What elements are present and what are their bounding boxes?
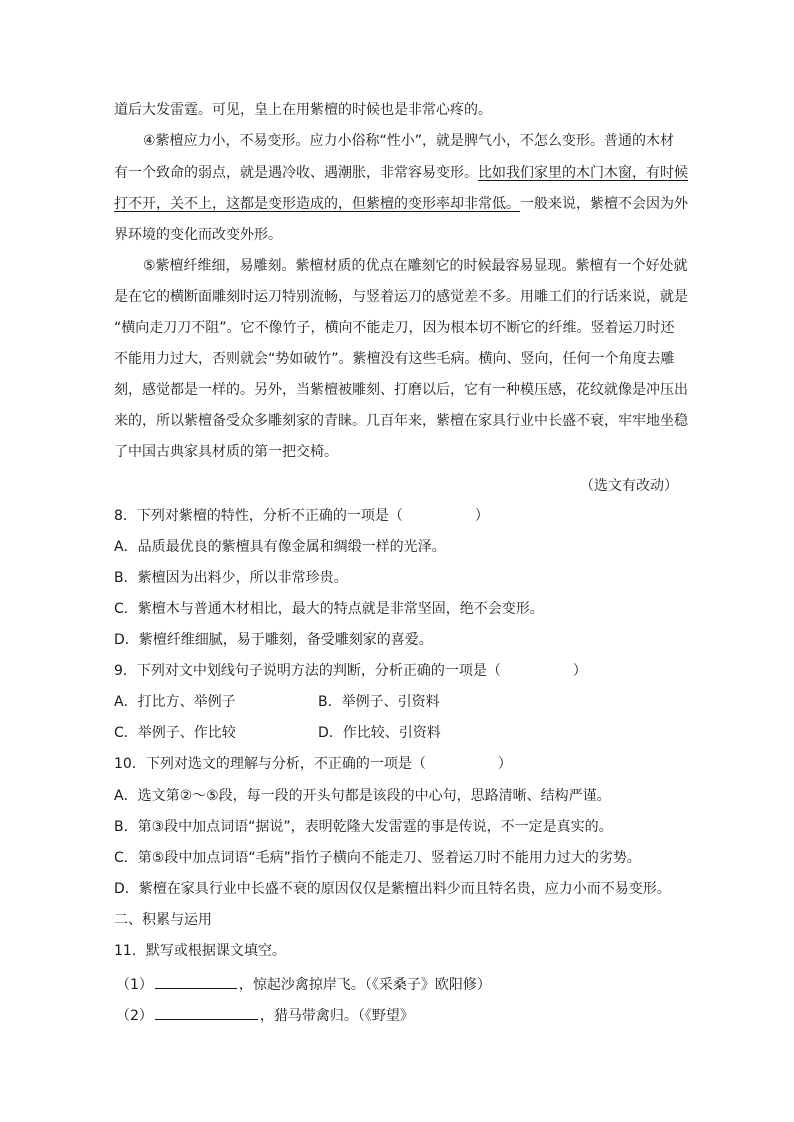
- question-9-close: ）: [572, 663, 587, 679]
- passage-p4-line4: 界环境的变化而改变外形。: [114, 227, 282, 243]
- q9-option-a: A．打比方、举例子: [114, 694, 236, 710]
- question-8-text: 8．下列对紫檀的特性，分析不正确的一项是（: [114, 508, 403, 524]
- question-10-close: ）: [497, 756, 512, 772]
- q8-option-a: A．品质最优良的紫檀具有像金属和绸缎一样的光泽。: [114, 539, 446, 555]
- q8-option-b: B．紫檀因为出料少，所以非常珍贵。: [114, 570, 348, 586]
- passage-p4-line2: [114, 163, 688, 183]
- q9-option-b: B．举例子、引资料: [318, 694, 440, 710]
- q11-item-2: [116, 1004, 414, 1026]
- passage-p5-line5: 刻，感觉都是一样的。另外，当紫檀被雕刻、打磨以后，它有一种模压感，花纹就像是冲压出: [114, 382, 688, 398]
- passage-p5-line2: 是在它的横断面雕刻时运刀特别流畅，与竖着运刀的感觉差不多。用雕工们的行话来说，就是: [114, 289, 688, 305]
- passage-p5-line4: 不能用力过大，否则就会“势如破竹”。紫檀没有这些毛病。横向、竖向，任何一个角度去雕: [114, 351, 675, 367]
- question-10-text: 10．下列对选文的理解与分析，不正确的一项是（: [114, 756, 426, 772]
- q11-item-1: [116, 973, 491, 995]
- section-heading: 二、积累与运用: [114, 912, 212, 928]
- passage-p5-line3: “横向走刀刀不阻”。它不像竹子，横向不能走刀，因为根本切不断它的纤维。竖着运刀时还: [114, 320, 675, 336]
- q10-option-a: A．选文第②～⑤段，每一段的开头句都是该段的中心句，思路清晰、结构严谨。: [114, 788, 611, 804]
- question-8-close: ）: [474, 508, 489, 524]
- q10-option-b: B．第③段中加点词语“据说”，表明乾隆大发雷霆的事是传说，不一定是真实的。: [114, 819, 613, 835]
- passage-p3-tail: 道后大发雷霆。可见，皇上在用紫檀的时候也是非常心疼的。: [114, 102, 492, 118]
- question-8-stem: [114, 506, 489, 526]
- q8-option-d: D．紫檀纤维细腻，易于雕刻，备受雕刻家的喜爱。: [114, 632, 433, 648]
- question-9-text: 9．下列对文中划线句子说明方法的判断，分析正确的一项是（: [114, 663, 501, 679]
- source-note: （选文有改动）: [580, 478, 678, 494]
- q10-option-d: D．紫檀在家具行业中长盛不衰的原因仅仅是紫檀出料少而且特名贵，应力小而不易变形。: [114, 881, 671, 897]
- passage-p5-line7: 了中国古典家具材质的第一把交椅。: [114, 444, 338, 460]
- passage-p5-line6: 来的，所以紫檀备受众多雕刻家的青睐。几百年来，紫檀在家具行业中长盛不衰，牢牢地坐稳: [114, 413, 688, 429]
- passage-p4-line1: ④紫檀应力小，不易变形。应力小俗称“性小”，就是脾气小，不怎么变形。普通的木材: [143, 133, 675, 149]
- q8-option-c: C．紫檀木与普通木材相比，最大的特点就是非常坚固，绝不会变形。: [114, 601, 544, 617]
- q11-item-1-number: （1）: [116, 977, 153, 993]
- passage-p4-line3: [114, 194, 688, 214]
- fill-in-blank[interactable]: [155, 973, 237, 989]
- passage-p4-line2-text: 有一个致命的弱点，就是遇冷收、遇潮胀，非常容易变形。: [114, 165, 478, 181]
- q9-option-d: D．作比较、引资料: [318, 725, 441, 741]
- fill-in-blank[interactable]: [155, 1004, 258, 1020]
- q11-item-2-number: （2）: [116, 1008, 153, 1024]
- passage-p5-line1: ⑤紫檀纤维细，易雕刻。紫檀材质的优点在雕刻它的时候最容易显现。紫檀有一个好处就: [143, 258, 688, 274]
- passage-p4-line3-text: 一般来说，紫檀不会因为外: [520, 196, 688, 212]
- question-9-stem: [114, 661, 587, 681]
- question-10-stem: [114, 754, 512, 774]
- q10-option-c: C．第⑤段中加点词语“毛病”指竹子横向不能走刀、竖着运刀时不能用力过大的劣势。: [114, 850, 641, 866]
- underlined-sentence-part1: 比如我们家里的木门木窗，有时候: [478, 165, 688, 181]
- q11-item-1-text: ，惊起沙禽掠岸飞。（《采桑子》欧阳修）: [238, 977, 491, 993]
- q9-option-c: C．举例子、作比较: [114, 725, 236, 741]
- q11-item-2-text: ，猎马带禽归。（《野望》: [259, 1008, 414, 1024]
- question-11-stem: 11．默写或根据课文填空。: [114, 943, 286, 959]
- underlined-sentence-part2: 打不开，关不上，这都是变形造成的，但紫檀的变形率却非常低。: [114, 196, 520, 212]
